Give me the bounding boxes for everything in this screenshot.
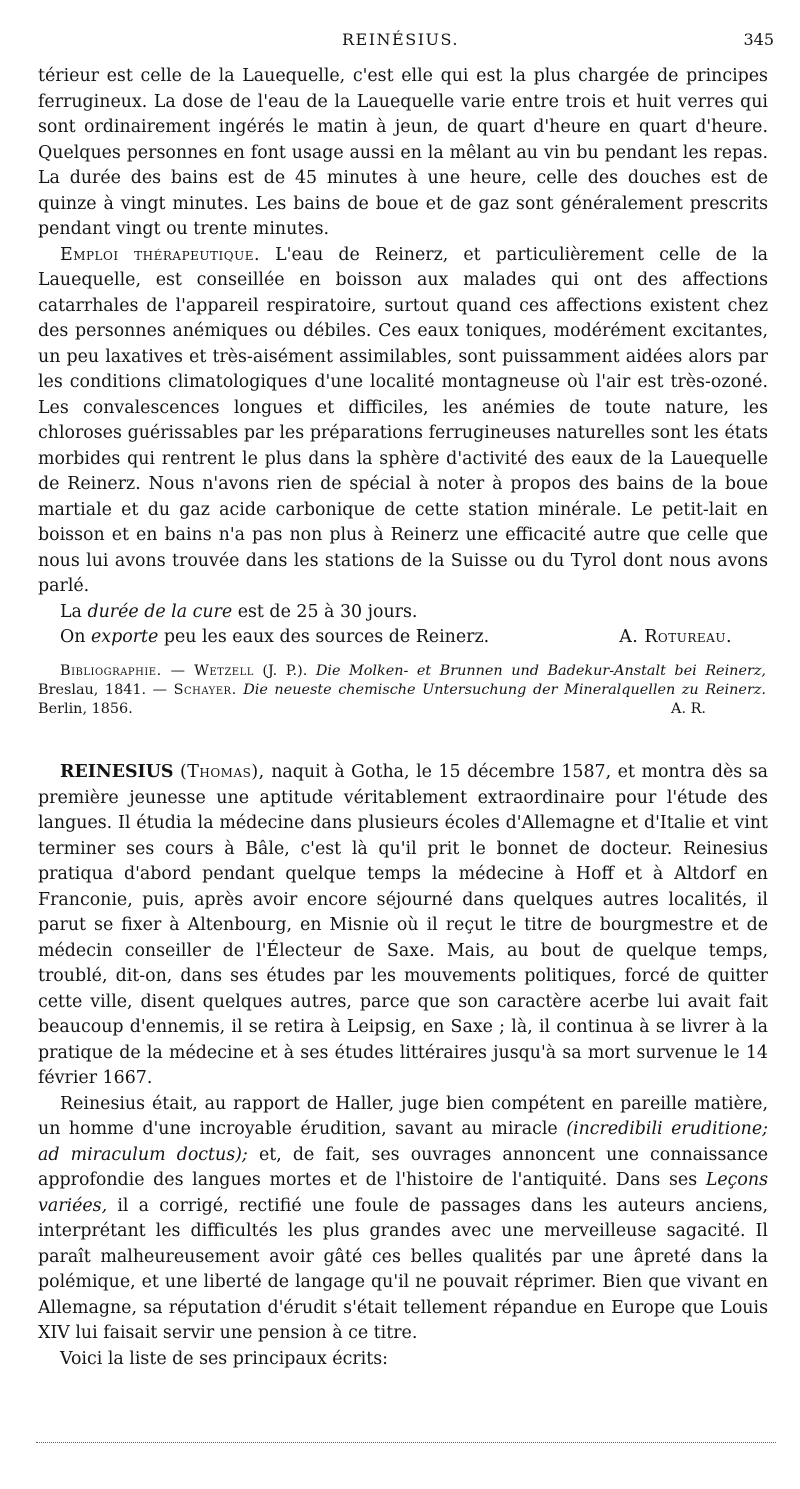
author-signature: A. Rotureau. (619, 627, 732, 647)
page-number: 345 (743, 30, 774, 49)
bibliography-entry: Bibliographie. — Wetzell (J. P.). Die Molken- et Brunnen und Badekur-Anstalt bei Reinerz, Breslau, 1841. — Schayer. Die neueste chemische Untersuchung der Mineralquellen zu Reinerz. Berlin, 1856. A. R. (38, 663, 766, 717)
running-title: REINÉSIUS. (342, 30, 459, 49)
schayer-title: Die neueste chemische Untersuchung der Mineralquellen zu Reinerz. (243, 682, 766, 698)
entry-headword: REINESIUS (60, 762, 174, 782)
exporte-italic: exporte (91, 627, 159, 647)
bibliography-label: Bibliographie. — (60, 663, 186, 679)
emploi-text: L'eau de Reinerz, et particulièrement celle de la Lauequelle, est conseillée en boisson aux malades qui ont des affections catarrhales de l'appareil respiratoire, surtout quand ces affections existent chez des personnes anémiques ou débiles. Ces eaux toniques, modérément excitantes, un peu laxatives et très-aisément assimilables, sont puissamment aidées alors par les conditions climatologiques d'une localité montagneuse où l'air est très-ozoné. Les convalescences longues et difficiles, les anémies de toute nature, les chloroses guérissables par les préparations ferrugineuses naturelles sont les états morbides qui rentrent le plus dans la sphère d'activité des eaux de la Lauequelle de Reinerz. Nous n'avons rien de spécial à noter à propos des bains de la boue martiale et du gaz acide carbonique de cette station minérale. Le petit-lait en boisson et en bains n'a pas non plus à Reinerz une efficacité autre que celle que nous lui avons trouvée dans les stations de la Suisse ou du Tyrol dont nous avons parlé. (38, 244, 768, 596)
section-reinesius-text (38, 760, 768, 1372)
running-head (0, 30, 800, 54)
section-reinerz-text (38, 64, 768, 651)
duree-italic: durée de la cure (87, 601, 233, 622)
dotted-rule (36, 1442, 776, 1443)
paragraph-emploi (38, 243, 768, 600)
wetzell-title: Die Molken- et Brunnen und Badekur-Anstalt bei Reinerz, (315, 663, 766, 679)
work-title: Leçons variées, (38, 1170, 769, 1216)
paragraph-biography: REINESIUS (Thomas), naquit à Gotha, le 15 décembre 1587, et montra dès sa première jeunesse une aptitude véritablement extraordinaire pour l'étude des langues. Il étudia la médecine dans plusieurs écoles d'Allemagne et d'Italie et vint terminer ses cours à Bâle, c'est là qu'il prit le bonnet de docteur. Reinesius pratiqua d'abord pendant quelque temps la médecine à Hoff et à Altdorf en Franconie, puis, après avoir encore séjourné dans quelques autres localités, il parut se fixer à Altenbourg, en Misnie où il reçut le titre de bourgmestre et de médecin conseiller de l'Électeur de Saxe. Mais, au bout de quelque temps, troublé, dit-on, dans ses études par les mouvements politiques, forcé de quitter cette ville, disent quelques autres, parce que son caractère acerbe lui avait fait beaucoup d'ennemis, il se retira à Leipsig, en Saxe ; là, il continua à se livrer à la pratique de la médecine et à ses études littéraires jusqu'à sa mort survenue le 14 février 1667. (38, 762, 769, 1088)
latin-quote: (incredibili eruditione; ad miraculum doctus); (38, 1119, 768, 1165)
paragraph-dosage: térieur est celle de la Lauequelle, c'est elle qui est la plus chargée de principes ferrugineux. La dose de l'eau de la Lauequelle varie entre trois et huit verres qui sont ordinairement ingérés le matin à jeun, de quart d'heure en quart d'heure. Quelques personnes en font usage aussi en la mêlant au vin bu pendant les repas. La durée des bains est de 45 minutes à une heure, celle des douches est de quinze à vingt minutes. Les bains de boue et de gaz sont généralement prescrits pendant vingt ou trente minutes. (38, 66, 768, 239)
paragraph-exporte: On exporte peu les eaux des sources de Reinerz. A. Rotureau. (38, 625, 768, 651)
paragraph-erudition: Reinesius était, au rapport de Haller, juge bien compétent en pareille matière, un homme d'une incroyable érudition, savant au miracle (incredibili eruditione; ad miraculum doctus); et, de fait, ses ouvrages annoncent une connaissance approfondie des langues mortes et de l'histoire de l'antiquité. Dans ses Leçons variées, il a corrigé, rectifié une foule de passages dans les auteurs anciens, interprétant les difficultés les plus grandes avec une merveilleuse sagacité. Il paraît malheureusement avoir gâté ces belles qualités par une âpreté dans la polémique, et une liberté de langage qu'il ne pouvait réprimer. Bien que vivant en Allemagne, sa réputation d'érudit s'était tellement répandue en Europe que Louis XIV lui faisait servir une pension à ce titre. (38, 1093, 769, 1343)
emploi-heading: Emploi thérapeutique. (60, 244, 261, 265)
bibliography-signature: A. R. (671, 701, 706, 717)
paragraph-writings-intro: Voici la liste de ses principaux écrits: (60, 1348, 388, 1369)
entry-firstname: (Thomas), (179, 762, 265, 782)
paragraph-duree: La durée de la cure est de 25 à 30 jours. (60, 601, 418, 622)
bibliography (38, 662, 766, 719)
